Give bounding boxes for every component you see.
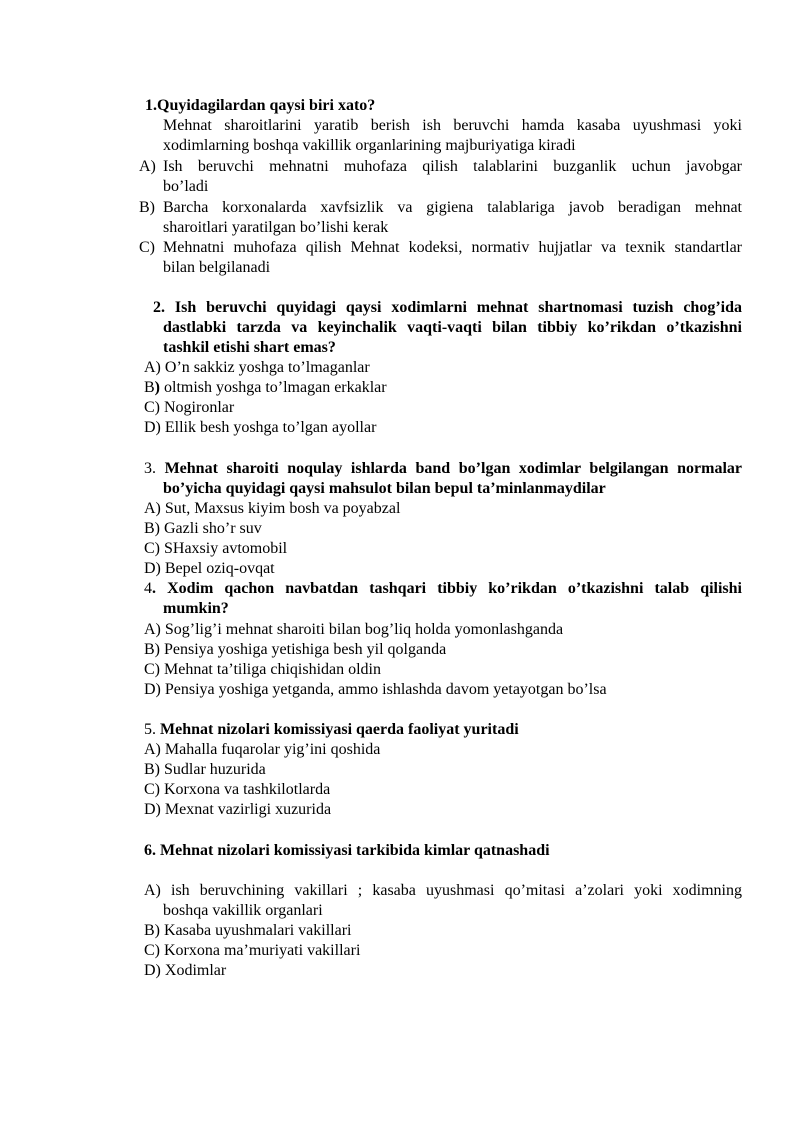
q4-option-d: D) Pensiya yoshiga yetganda, ammo ishlashda davom yetayotgan bo’lsa [144,681,607,698]
q3-title-line1 [144,459,742,479]
q6-option-a-line1: A) ish beruvchining vakillari ; kasaba uyushmasi qo’mitasi a’zolari yoki xodimning [144,882,742,899]
q1-option-a-line1: Ish beruvchi mehnatni muhofaza qilish talablarini buzganlik uchun javobgar [163,158,742,175]
q3-option-d: D) Bepel oziq-ovqat [144,560,275,577]
q1-option-c-key: C) [139,239,155,256]
q4-option-b: B) Pensiya yoshiga yetishiga besh yil qolganda [144,641,447,658]
q5-title [144,720,519,740]
q1-option-b-line1: Barcha korxonalarda xavfsizlik va gigiena talablariga javob beradigan mehnat [163,199,742,216]
q3-title-text: Mehnat sharoiti noqulay ishlarda band bo’lgan xodimlar belgilangan normalar [164,460,743,477]
q2-option-b-key: B [144,379,155,396]
q2-title-line2: dastlabki tarzda va keyinchalik vaqti-vaqti bilan tibbiy ko’rikdan o’tkazishni [163,319,742,336]
q2-option-b-text: oltmish yoshga to’lmagan erkaklar [160,379,387,396]
q1-option-b-key: B) [139,199,155,216]
q2-option-c: C) Nogironlar [144,399,235,416]
q4-option-c: C) Mehnat ta’tiliga chiqishidan oldin [144,661,381,678]
q6-option-b: B) Kasaba uyushmalari vakillari [144,922,352,939]
q1-option-a-key: A) [139,158,156,175]
q3-option-c: C) SHaxsiy avtomobil [144,540,288,557]
q4-option-a: A) Sog’lig’i mehnat sharoiti bilan bog’liq holda yomonlashganda [144,621,564,638]
q5-option-d: D) Mexnat vazirligi xuzurida [144,801,332,818]
q1-option-c-line1: Mehnatni muhofaza qilish Mehnat kodeksi, normativ hujjatlar va texnik standartlar [163,239,742,256]
q1-title: 1.Quyidagilardan qaysi biri xato? [145,97,376,114]
q2-title-line1: 2. Ish beruvchi quyidagi qaysi xodimlarni mehnat shartnomasi tuzish chog’ida [153,299,742,316]
q3-option-b: B) Gazli sho’r suv [144,520,262,537]
q4-number: 4 [144,580,152,597]
q6-option-d: D) Xodimlar [144,962,227,979]
q2-option-b [144,378,387,398]
q1-option-c-line2: bilan belgilanadi [163,259,271,276]
q2-option-d: D) Ellik besh yoshga to’lgan ayollar [144,419,377,436]
q2-option-a: A) O’n sakkiz yoshga to’lmaganlar [144,359,370,376]
q6-option-c: C) Korxona ma’muriyati vakillari [144,942,361,959]
q4-title-text: . Xodim qachon navbatdan tashqari tibbiy ko’rikdan o’tkazishni talab qilishi [152,580,742,597]
q1-option-b-line2: sharoitlari yaratilgan bo’lishi kerak [163,219,389,236]
q5-title-text: Mehnat nizolari komissiyasi qaerda faoliyat yuritadi [160,721,519,738]
q5-option-a: A) Mahalla fuqarolar yig’ini qoshida [144,741,381,758]
q3-option-a: A) Sut, Maxsus kiyim bosh va poyabzal [144,500,401,517]
q4-title-line1 [144,579,742,599]
q5-number: 5. [144,721,160,738]
q2-option-b-paren: ) [154,379,160,396]
q5-option-b: B) Sudlar huzurida [144,761,266,778]
q1-intro-line2: xodimlarning boshqa vakillik organlarining majburiyatiga kiradi [163,137,576,154]
q4-title-line2: mumkin? [163,600,229,617]
q3-number: 3. [144,460,165,477]
q3-title-line2: bo’yicha quyidagi qaysi mahsulot bilan bepul ta’minlanmaydilar [163,480,606,497]
q6-title: 6. Mehnat nizolari komissiyasi tarkibida kimlar qatnashadi [144,842,550,859]
q1-option-a-line2: bo’ladi [163,178,209,195]
q6-option-a-line2: boshqa vakillik organlari [163,902,323,919]
q2-title-line3: tashkil etishi shart emas? [163,339,336,356]
q5-option-c: C) Korxona va tashkilotlarda [144,781,331,798]
q1-intro-line1: Mehnat sharoitlarini yaratib berish ish beruvchi hamda kasaba uyushmasi yoki [163,117,742,134]
